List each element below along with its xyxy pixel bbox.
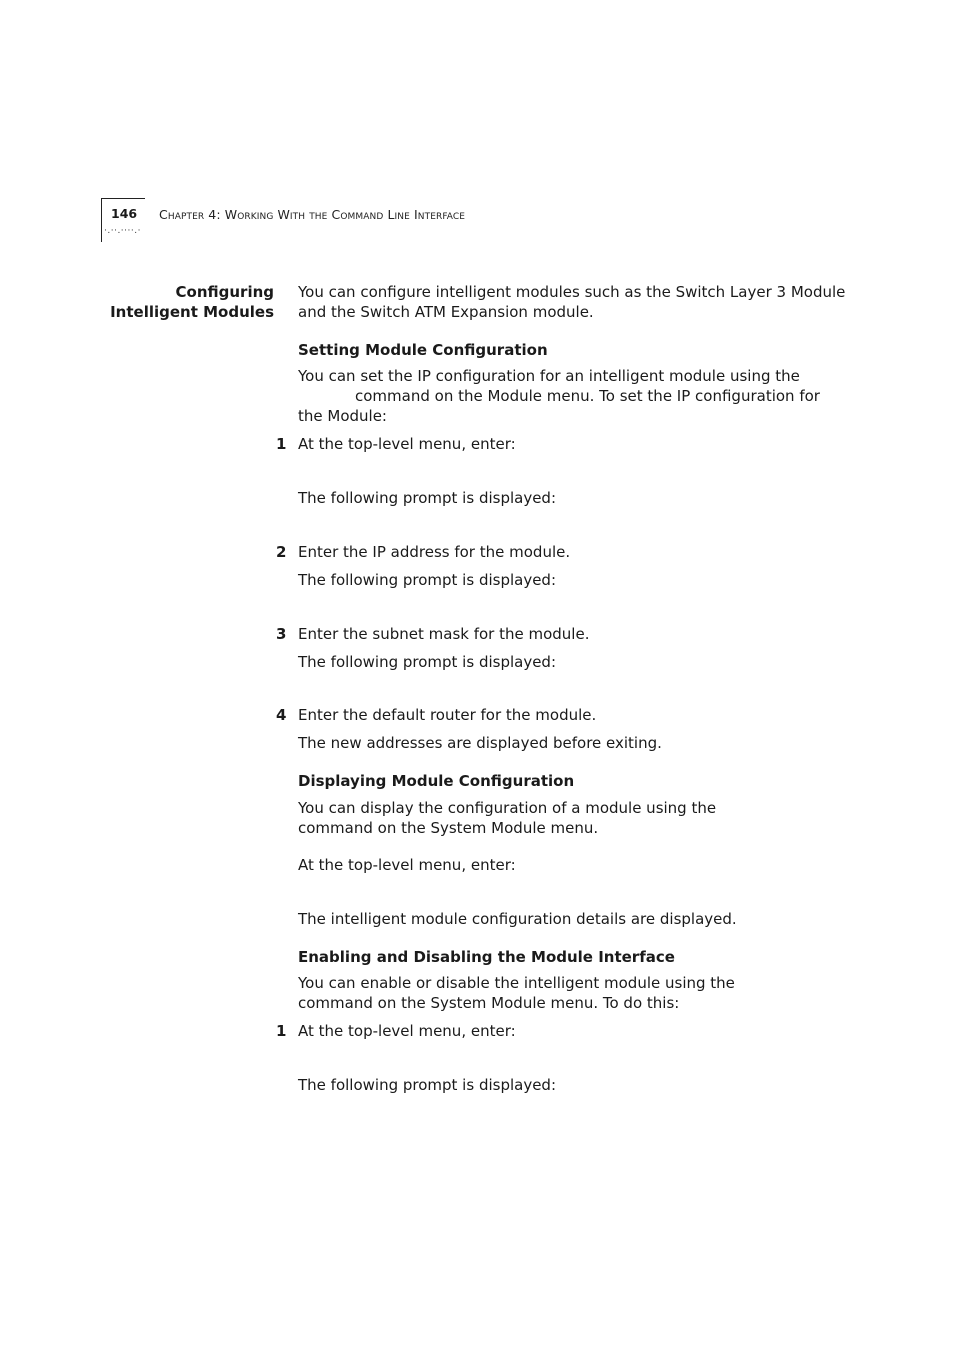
prompt-text-1: The following prompt is displayed: [298,489,557,507]
enabling-para-line1: You can enable or disable the intelligent module using the [298,974,735,992]
step-text-1: At the top-level menu, enter: [298,435,516,453]
header-dots-decoration: ·.··.····.· [104,226,141,236]
displaying-enter-text: At the top-level menu, enter: [298,856,516,874]
step-text-4: Enter the default router for the module. [298,706,597,724]
setting-para-line2: command on the Module menu. To set the IP configuration for [355,387,820,405]
intro-line1: You can configure intelligent modules such as the Switch Layer 3 Module [298,283,846,301]
setting-heading: Setting Module Configuration [298,341,548,359]
displaying-result-text: The intelligent module configuration details are displayed. [298,910,737,928]
intro-line2: and the Switch ATM Expansion module. [298,303,594,321]
displaying-para-line2: command on the System Module menu. [298,819,599,837]
enabling-step-text-1: At the top-level menu, enter: [298,1022,516,1040]
enabling-para-line2: command on the System Module menu. To do this: [298,994,680,1012]
prompt-text-3: The following prompt is displayed: [298,653,557,671]
page-number: 146 [111,206,138,221]
enabling-heading: Enabling and Disabling the Module Interface [298,948,675,966]
step-text-3: Enter the subnet mask for the module. [298,625,590,643]
setting-para-line3: the Module: [298,407,387,425]
section-side-heading [110,282,274,322]
step-number-1: 1 [276,435,287,453]
step-number-2: 2 [276,543,287,561]
enabling-step-number-1: 1 [276,1022,287,1040]
side-heading-line2: Intelligent Modules [110,303,274,321]
setting-para-line1: You can set the IP configuration for an intelligent module using the [298,367,800,385]
exit-text: The new addresses are displayed before exiting. [298,734,662,752]
header-horizontal-rule [101,198,145,199]
side-heading-line1: Configuring [175,283,274,301]
displaying-para-line1: You can display the configuration of a module using the [298,799,717,817]
header-vertical-rule [101,198,102,242]
displaying-heading: Displaying Module Configuration [298,772,575,790]
prompt-text-2: The following prompt is displayed: [298,571,557,589]
chapter-title: Chapter 4: Working With the Command Line Interface [159,207,466,222]
step-number-3: 3 [276,625,287,643]
step-number-4: 4 [276,706,287,724]
enabling-prompt-text: The following prompt is displayed: [298,1076,557,1094]
step-text-2: Enter the IP address for the module. [298,543,571,561]
